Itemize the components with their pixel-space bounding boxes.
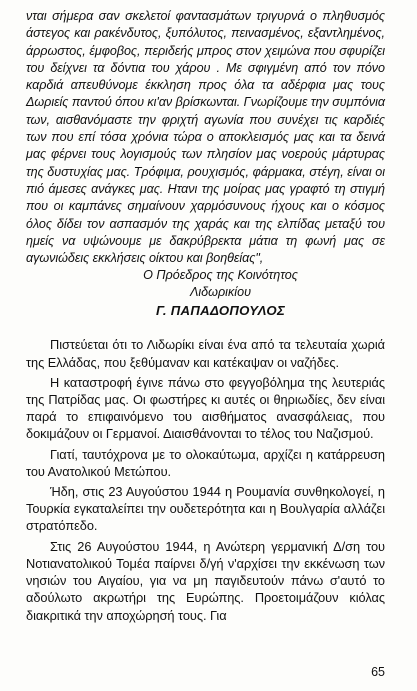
body-text [26,336,385,623]
signature-title: Ο Πρόεδρος της Κοινότητος [143,268,298,283]
body-paragraph: Ήδη, στις 23 Αυγούστου 1944 η Ρουμανία συνθηκολογεί, η Τουρκία εγκαταλείπει την ουδετερότητα και η Βουλγαρία αλλάζει στρατόπεδο. [26,484,385,534]
signature-name: Γ. ΠΑΠΑΔΟΠΟΥΛΟΣ [155,303,286,319]
quote-paragraph: νται σήμερα σαν σκελετοί φαντασμάτων τριγυρνά ο πληθυσμός άστεγος και ρακένδυτος, ξυπόλυτος, πεινασμένος, εξαντλημένος, άρρωστος, έμφοβος, περιδεής μπρος στον χειμώνα που σφυρίζει του δείχνει τα δόντια του χάρου . Με σφιγμένη από τον πόνο καρδιά απευθύνομε έκκληση προς όλα τα αδέρφια μας τους Δωριείς παντού όπου κι'αν βρίσκωνται. Γνωρίζουμε την συμπόνια των, αισθανόμαστε την φριχτή αγωνία που συνέχει τις καρδιές των που επί τόσα χρόνια τώρα ο αποκλεισμός μας και τα δεινά μας φέρνει τους λογισμούς των πλησίον μας νοερούς μάρτυρας της δυστυχίας μας. Τρόφιμα, ρουχισμός, φάρμακα, στέγη, είναι οι πιό άμεσες ανάγκες μας. Ητανι της μοίρας μας γραφτό τη στιγμή που οι καμπάνες σημαίνουν χαρμόσυνους ήχους και ο κόσμος όλος δίδει τον ασπασμόν της χαράς και της ελπίδας μεταξύ του ημείς να υψώνουμε με δακρύβρεκτα μάτια τη φωνή μας σε αγωνιώδεις εκκλήσεις οίκτου και βοηθείας", [26,9,385,266]
body-paragraph: Πιστεύεται ότι το Λιδωρίκι είναι ένα από τα τελευταία χωριά της Ελλάδας, που ξεθύμαναν και κατέκαψαν οι ναζήδες. [26,337,385,370]
signature-place: Λιδωρικίου [189,285,252,300]
body-paragraph: Γιατί, ταυτόχρονα με το ολοκαύτωμα, αρχίζει η κατάρρευση του Ανατολικού Μετώπου. [26,446,385,479]
quoted-appeal [26,8,385,267]
body-paragraph: Η καταστροφή έγινε πάνω στο φεγγοβόλημα της λευτεριάς της Πατρίδας μας. Οι φωστήρες κι αυτές οι θηριωδίες, δεν είναι παρά το επιφαινόμενο του αισθήματος ανασφάλειας, που δοκιμάζουν οι Γερμανοί. Διαισθάνονται το τέλος του Ναζισμού. [26,374,385,442]
body-paragraph: Στις 26 Αυγούστου 1944, η Ανώτερη γερμανική Δ/ση του Νοτιανατολικού Τομέα παίρνει δ/γή ν'αρχίσει την εκκένωση των νησιών του Αιγαίου, για να μη παγιδευτούν πάνω σ'αυτό το αδούλωτο ακρωτήρι της Ευρώπης. Προετοιμάζουν κιόλας διακριτικά την αποχώρησή τους. Για [26,538,385,623]
page-number: 65 [371,665,385,679]
signature-block [26,267,385,319]
